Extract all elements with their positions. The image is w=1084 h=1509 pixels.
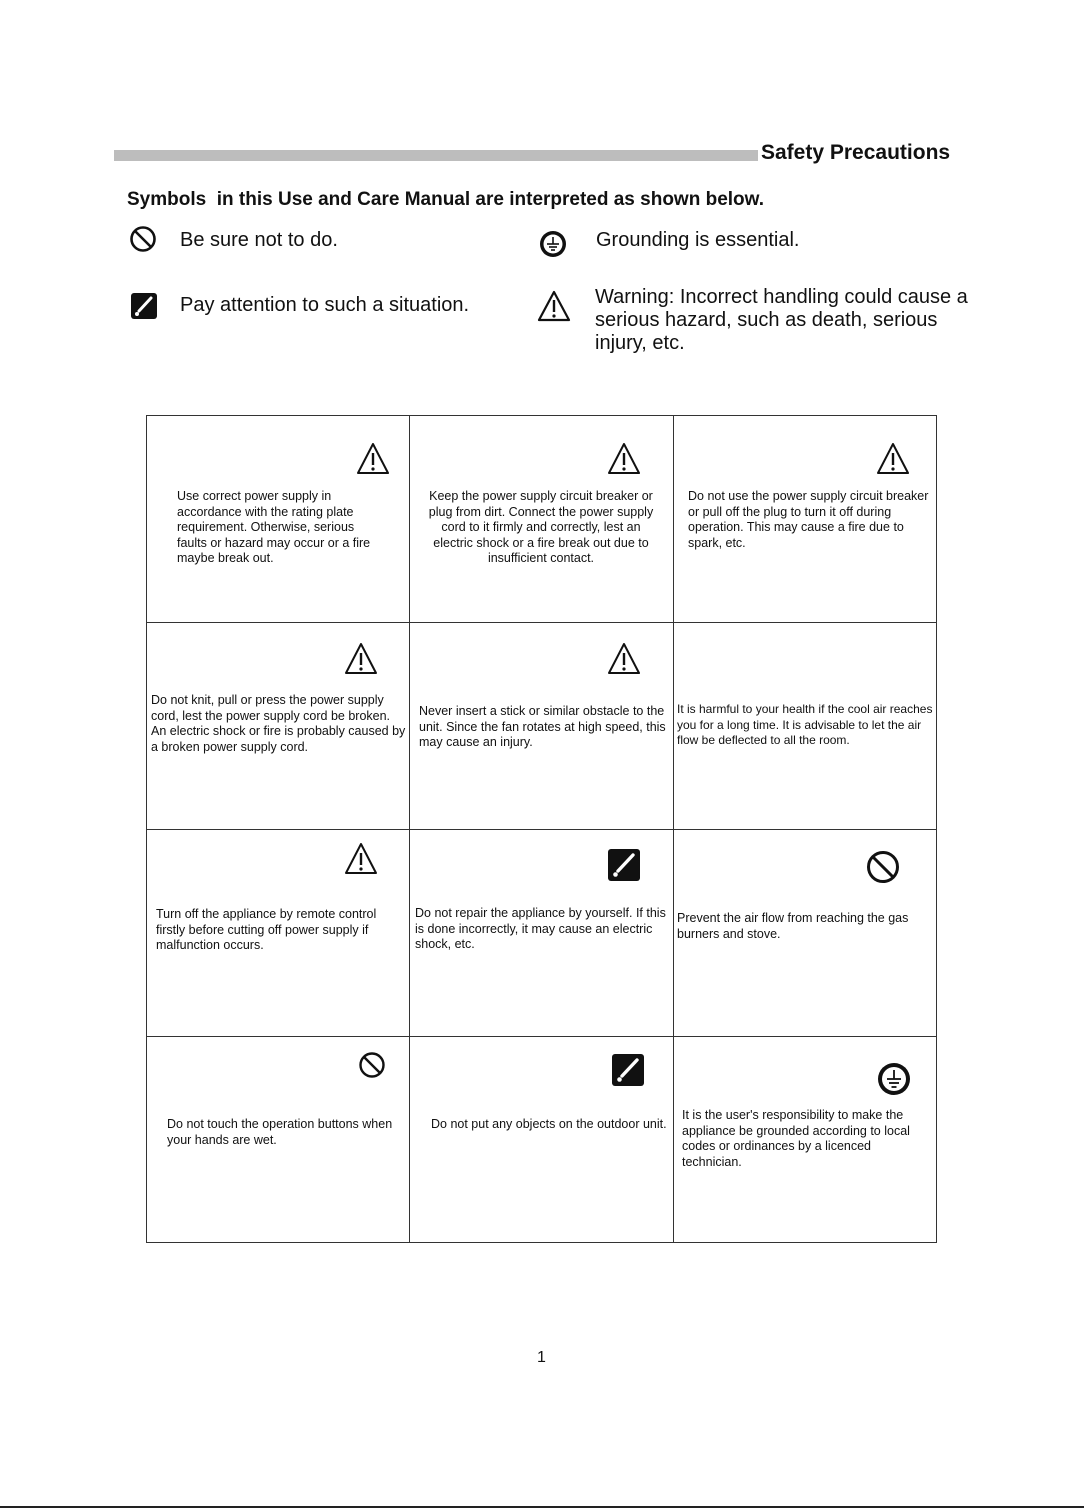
bottom-rule (0, 1506, 1084, 1508)
precaution-text: Never insert a stick or similar obstacle to the unit. Since the fan rotates at high speed, this may cause an injury. (419, 704, 666, 749)
precaution-text: Do not use the power supply circuit breaker or pull off the plug to turn it off during operation. This may cause a fire due to spark, etc. (688, 489, 929, 550)
warning-icon (607, 642, 641, 676)
legend-text-prohibition: Be sure not to do. (180, 229, 338, 251)
precaution-text: It is harmful to your health if the cool air reaches you for a long time. It is advisable to let the air flow be deflected to all the room. (677, 702, 933, 747)
ground-icon (539, 230, 567, 258)
page-title: Safety Precautions (761, 141, 951, 164)
precaution-cell (674, 623, 936, 830)
prohibition-icon (866, 850, 900, 884)
page-number: 1 (537, 1349, 546, 1366)
precaution-cell (147, 416, 410, 623)
precaution-text: Do not touch the operation buttons when your hands are wet. (167, 1117, 393, 1147)
precautions-grid (146, 415, 937, 1243)
legend-text-warning: Warning: Incorrect handling could cause a serious hazard, such as death, serious injury, etc. (595, 286, 968, 354)
precaution-text: Do not put any objects on the outdoor unit. (431, 1117, 667, 1131)
warning-icon (356, 442, 390, 476)
symbols-intro: Symbols in this Use and Care Manual are interpreted as shown below. (127, 189, 765, 210)
precaution-cell (147, 1037, 410, 1242)
precaution-text: Turn off the appliance by remote control firstly before cutting off power supply if malfunction occurs. (156, 907, 377, 952)
precaution-cell (147, 830, 410, 1037)
precaution-text: Do not knit, pull or press the power supply cord, lest the power supply cord be broken. An electric shock or fire is probably caused by a broken power supply cord. (151, 693, 406, 754)
precaution-cell (410, 623, 674, 830)
warning-icon (876, 442, 910, 476)
precaution-cell (410, 416, 674, 623)
attention-icon (611, 1053, 645, 1087)
precaution-text: It is the user's responsibility to make the appliance be grounded according to local codes or ordinances by a licenced technician. (682, 1108, 910, 1169)
warning-icon (344, 642, 378, 676)
precaution-cell (410, 1037, 674, 1242)
prohibition-icon (358, 1051, 386, 1079)
legend-text-attention: Pay attention to such a situation. (180, 294, 470, 316)
precaution-text: Do not repair the appliance by yourself. If this is done incorrectly, it may cause an electric shock, etc. (415, 906, 666, 951)
attention-icon (130, 292, 158, 320)
precaution-cell (674, 1037, 936, 1242)
precaution-cell (410, 830, 674, 1037)
warning-icon (537, 290, 565, 318)
precaution-text: Use correct power supply in accordance with the rating plate requirement. Otherwise, serious faults or hazard may occur or a fire maybe break out. (177, 489, 371, 565)
precaution-text: Keep the power supply circuit breaker or plug from dirt. Connect the power supply cord to it firmly and correctly, lest an electric shock or a fire break out due to insufficient contact. (428, 489, 654, 565)
precaution-cell (147, 623, 410, 830)
precaution-text: Prevent the air flow from reaching the gas burners and stove. (677, 911, 909, 941)
attention-icon (607, 848, 641, 882)
prohibition-icon (129, 225, 157, 253)
ground-icon (877, 1062, 911, 1096)
header-bar (114, 150, 758, 161)
precaution-cell (674, 416, 936, 623)
legend-text-ground: Grounding is essential. (596, 229, 800, 251)
precaution-cell (674, 830, 936, 1037)
warning-icon (344, 842, 378, 876)
warning-icon (607, 442, 641, 476)
